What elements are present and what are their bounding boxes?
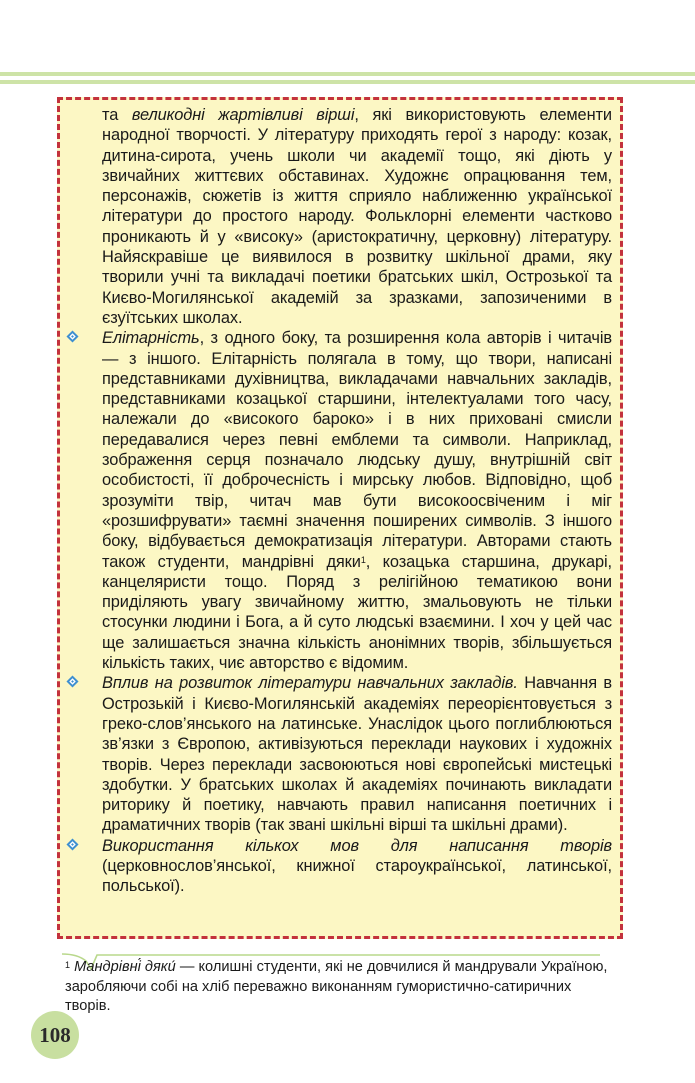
intro-text-after: , які використовують елементи народної творчості. У літературу приходять герої з народу: козак, дитина-сирота, учень школи чи академії тощо, які діють у звичайних життєвих обставинах. Художнє опрацювання тем, персонажів, сюжетів із життя сприяло наближенню української літератури до простого народу. Фольклорні елементи частково проникають й у «високу» (аристократичну, церковну) літературу. Найяскравіше це виявилося в розвитку шкільної драми, яку творили учні та викладачі поетики братських шкіл, Острозької та Києво-Могилянської академій за зразками, запозиченими в єзуїтських школах. xyxy=(102,106,612,327)
item-title: Вплив на розвиток літератури навчальних закладів. xyxy=(102,674,518,693)
item-title: Використання кількох мов для написання творів xyxy=(102,836,612,855)
list-item-schools xyxy=(102,673,612,835)
footnote-term: Мандрівні́ дяки́ xyxy=(74,959,176,975)
header-stripes xyxy=(0,72,695,86)
footnote xyxy=(65,958,620,1017)
diamond-icon xyxy=(66,675,79,688)
item-body: Навчання в Острозькій і Києво-Могилянській академіях переорієнтовується з греко-слов’янського на латинське. Унаслідок цього поглиблюються зв’язки з Європою, активізуються переклади наукових і художніх творів. Через переклади засвоюються нові європейські мистецькі здобутки. У братських школах й академіях починають викладати риторику й поетику, навчають правил написання поетичних і драматичних творів (так звані шкільні вірші та шкільні драми). xyxy=(102,674,612,835)
page-number: 108 xyxy=(31,1011,79,1059)
item-body: , з одного боку, та розширення кола авторів і читачів — з іншого. Елітарність полягала в тому, що твори, написані представниками духівництва, викладачами навчальних закладів, представниками козацької старшини, інтелектуалами того часу, належали до «високого бароко» і в них приховані смисли передавалися через певні емблеми та символи. Наприклад, зображення серця позначало людську душу, внутрішній світ особистості, її доброчесність і мирську любов. Відповідно, щоб зрозуміти твір, читач мав бути високоосвіченим і міг «розшифрувати» таємні значення поширених символів. З іншого боку, відбувається демократизація літератури. Авторами стають також студенти, мандрівні дяки xyxy=(102,329,612,571)
footnote-mark: 1 xyxy=(65,960,71,970)
diamond-icon xyxy=(66,838,79,851)
footnote-reference: 1 xyxy=(360,554,366,565)
item-body: (церковнослов’янської, книжної староукраїнської, латинської, польської). xyxy=(102,856,612,896)
intro-text-before: та xyxy=(102,106,132,124)
item-body-continued: , козацька старшина, друкарі, канцеляристи тощо. Поряд з релігійною тематикою вони приділяють увагу звичайному життю, змальовують не тільки стосунки людини і Бога, а й суто людські взаємини. І хоч у цей час ще залишається значна кількість анонімних творів, збільшується кількість таких, чиє авторство є відомим. xyxy=(102,552,612,673)
diamond-icon xyxy=(66,330,79,343)
list-item-elitarity xyxy=(102,328,612,673)
intro-paragraph xyxy=(102,105,612,328)
list-item-languages xyxy=(102,836,612,897)
header-stripe-top xyxy=(0,72,695,76)
header-stripe-bottom xyxy=(0,80,695,84)
footnote-text: — колишні студенти, які не довчилися й мандрували Україною, заробляючи собі на хліб переважно виконанням гумористично-сатиричних творів. xyxy=(65,959,608,1015)
intro-italic: великодні жартівливі вірші xyxy=(131,106,355,124)
item-title: Елітарність xyxy=(102,329,200,348)
box-content xyxy=(102,105,612,897)
